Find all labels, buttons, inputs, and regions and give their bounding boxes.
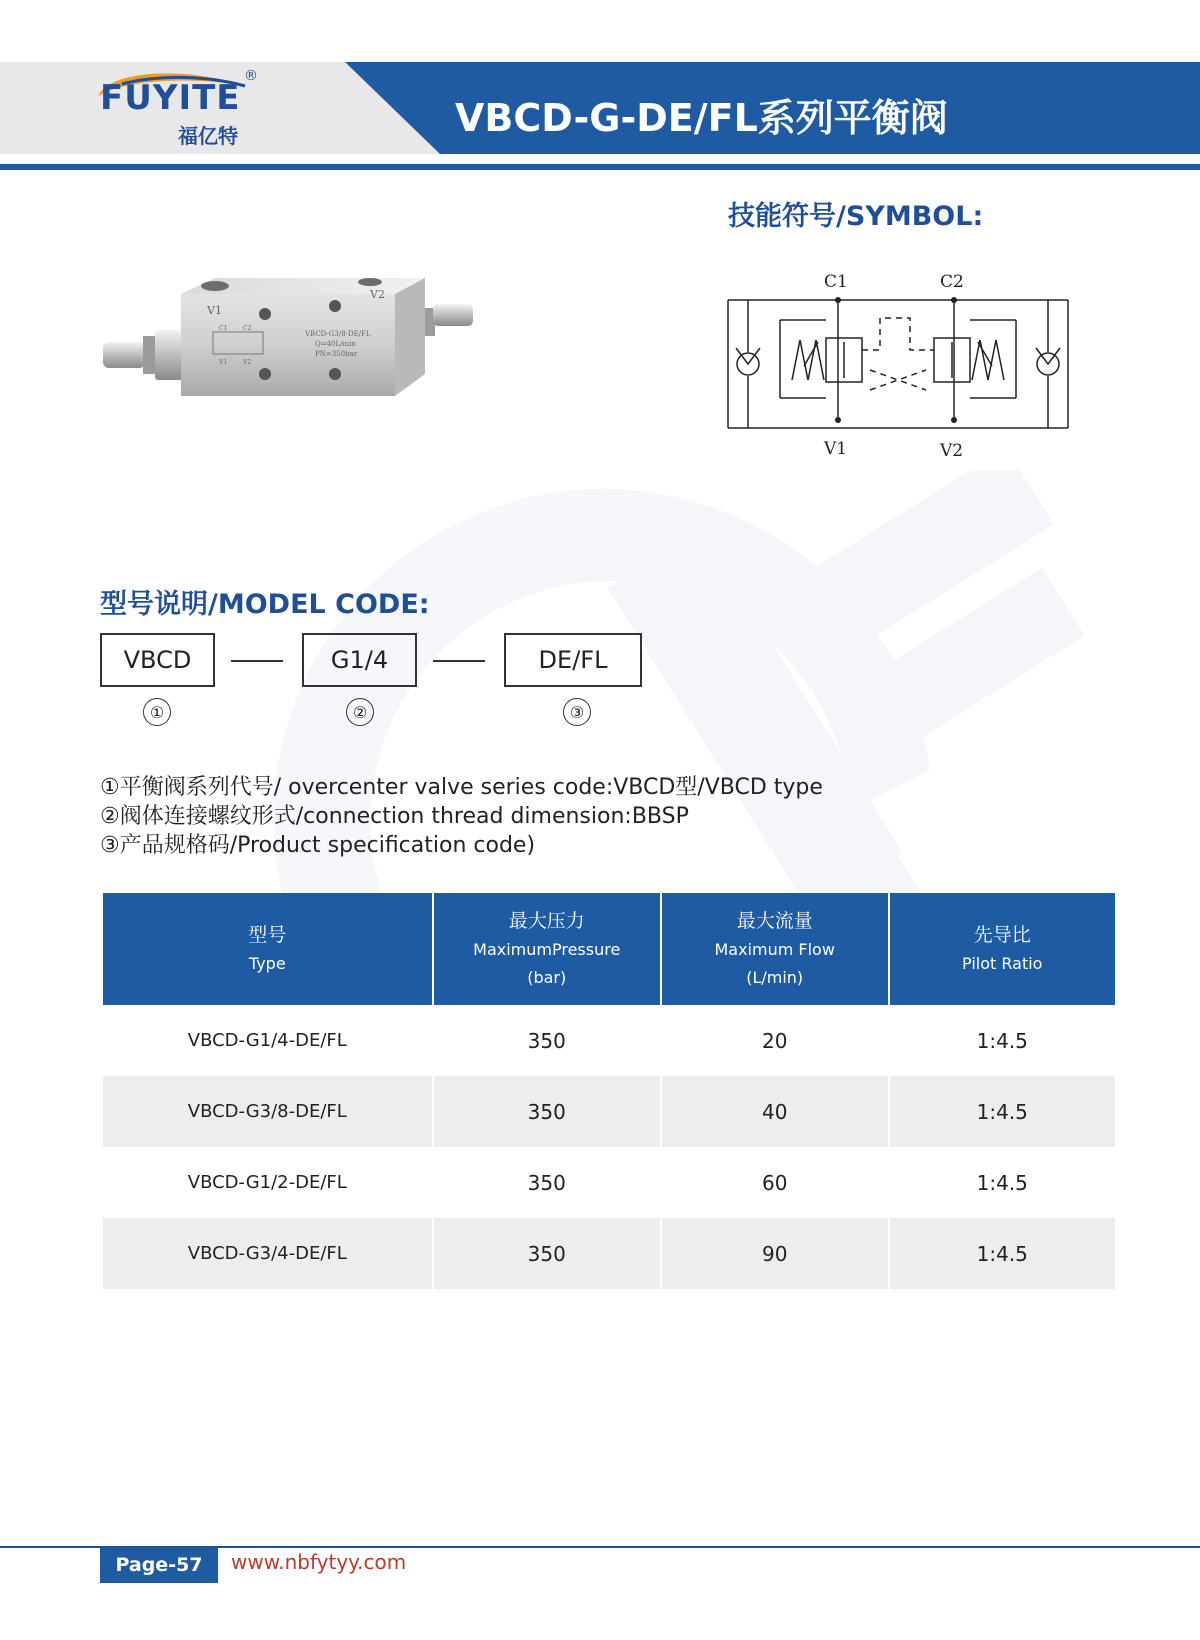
header-pilot-en: Pilot Ratio bbox=[962, 954, 1043, 973]
header-type-cn: 型号 bbox=[248, 924, 287, 946]
model-code-part-1: VBCD bbox=[100, 633, 215, 687]
model-code-index-2: ② bbox=[346, 698, 374, 726]
model-code-note-2: ②阀体连接螺纹形式/connection thread dimension:BBSP bbox=[100, 804, 689, 829]
engraving-flow: Q=40L/min bbox=[315, 340, 356, 348]
brand-logo-wordmark: FUYITE bbox=[100, 78, 241, 118]
cell-pilot-ratio: 1:4.5 bbox=[889, 1147, 1115, 1218]
header-type bbox=[103, 893, 433, 1005]
product-photo-valve bbox=[95, 270, 495, 430]
table-row bbox=[103, 1147, 1115, 1218]
hydraulic-symbol-diagram bbox=[720, 270, 1076, 470]
model-code-index-1: ① bbox=[143, 698, 171, 726]
model-code-note-3: ③产品规格码/Product specification code) bbox=[100, 833, 536, 858]
page-number: Page-57 bbox=[100, 1547, 218, 1583]
cell-type: VBCD-G1/4-DE/FL bbox=[103, 1005, 433, 1076]
header-type-en: Type bbox=[248, 954, 286, 973]
cell-pressure: 350 bbox=[433, 1005, 661, 1076]
table-row bbox=[103, 1076, 1115, 1147]
spec-table bbox=[103, 893, 1115, 1289]
registered-mark: ® bbox=[244, 68, 258, 84]
cell-flow: 40 bbox=[661, 1076, 889, 1147]
header-pilot-ratio bbox=[889, 893, 1115, 1005]
port-v1: V1 bbox=[824, 439, 848, 459]
port-v2: V2 bbox=[940, 441, 964, 461]
port-c1: C1 bbox=[824, 272, 848, 292]
model-code-note-1: ①平衡阀系列代号/ overcenter valve series code:VBCD型/VBCD type bbox=[100, 775, 823, 800]
engraving-v2-small: V2 bbox=[243, 359, 252, 366]
engraving-v1: V1 bbox=[207, 304, 222, 317]
model-code-dash-2 bbox=[433, 660, 485, 662]
model-code-part-2: G1/4 bbox=[302, 633, 417, 687]
engraving-pressure: PN=350bar bbox=[315, 350, 358, 358]
cell-pilot-ratio: 1:4.5 bbox=[889, 1218, 1115, 1289]
header-pressure-en: MaximumPressure bbox=[473, 940, 621, 959]
header-pilot-cn: 先导比 bbox=[973, 924, 1031, 946]
cell-pressure: 350 bbox=[433, 1076, 661, 1147]
table-row bbox=[103, 1005, 1115, 1076]
header-flow-en: Maximum Flow bbox=[714, 940, 835, 959]
cell-pilot-ratio: 1:4.5 bbox=[889, 1005, 1115, 1076]
engraving-v2: V2 bbox=[370, 288, 385, 301]
model-code-part-3: DE/FL bbox=[504, 633, 642, 687]
engraving-c2: C2 bbox=[243, 325, 252, 332]
model-code-index-3: ③ bbox=[563, 698, 591, 726]
cell-type: VBCD-G1/2-DE/FL bbox=[103, 1147, 433, 1218]
cell-pilot-ratio: 1:4.5 bbox=[889, 1076, 1115, 1147]
header-flow-unit: (L/min) bbox=[746, 968, 804, 987]
engraving-c1: C1 bbox=[219, 325, 228, 332]
header-flow-cn: 最大流量 bbox=[736, 910, 813, 932]
table-header-row bbox=[103, 893, 1115, 1005]
model-code-dash-1 bbox=[231, 660, 283, 662]
symbol-section-title: 技能符号/SYMBOL: bbox=[728, 201, 984, 232]
cell-flow: 20 bbox=[661, 1005, 889, 1076]
header-pressure bbox=[433, 893, 661, 1005]
port-c2: C2 bbox=[940, 272, 964, 292]
engraving-model: VBCD-G3/8-DE/FL bbox=[305, 330, 371, 338]
cell-type: VBCD-G3/8-DE/FL bbox=[103, 1076, 433, 1147]
page-title: VBCD-G-DE/FL系列平衡阀 bbox=[455, 96, 948, 140]
brand-logo-chinese: 福亿特 bbox=[178, 124, 238, 148]
header-flow bbox=[661, 893, 889, 1005]
header-pressure-unit: (bar) bbox=[527, 968, 567, 987]
website-link[interactable]: www.nbfytyy.com bbox=[231, 1550, 407, 1574]
cell-flow: 90 bbox=[661, 1218, 889, 1289]
engraving-v1-small: V1 bbox=[219, 359, 228, 366]
header-pressure-cn: 最大压力 bbox=[508, 910, 585, 932]
cell-pressure: 350 bbox=[433, 1147, 661, 1218]
cell-type: VBCD-G3/4-DE/FL bbox=[103, 1218, 433, 1289]
cell-flow: 60 bbox=[661, 1147, 889, 1218]
table-row bbox=[103, 1218, 1115, 1289]
cell-pressure: 350 bbox=[433, 1218, 661, 1289]
model-code-section-title: 型号说明/MODEL CODE: bbox=[100, 589, 430, 620]
